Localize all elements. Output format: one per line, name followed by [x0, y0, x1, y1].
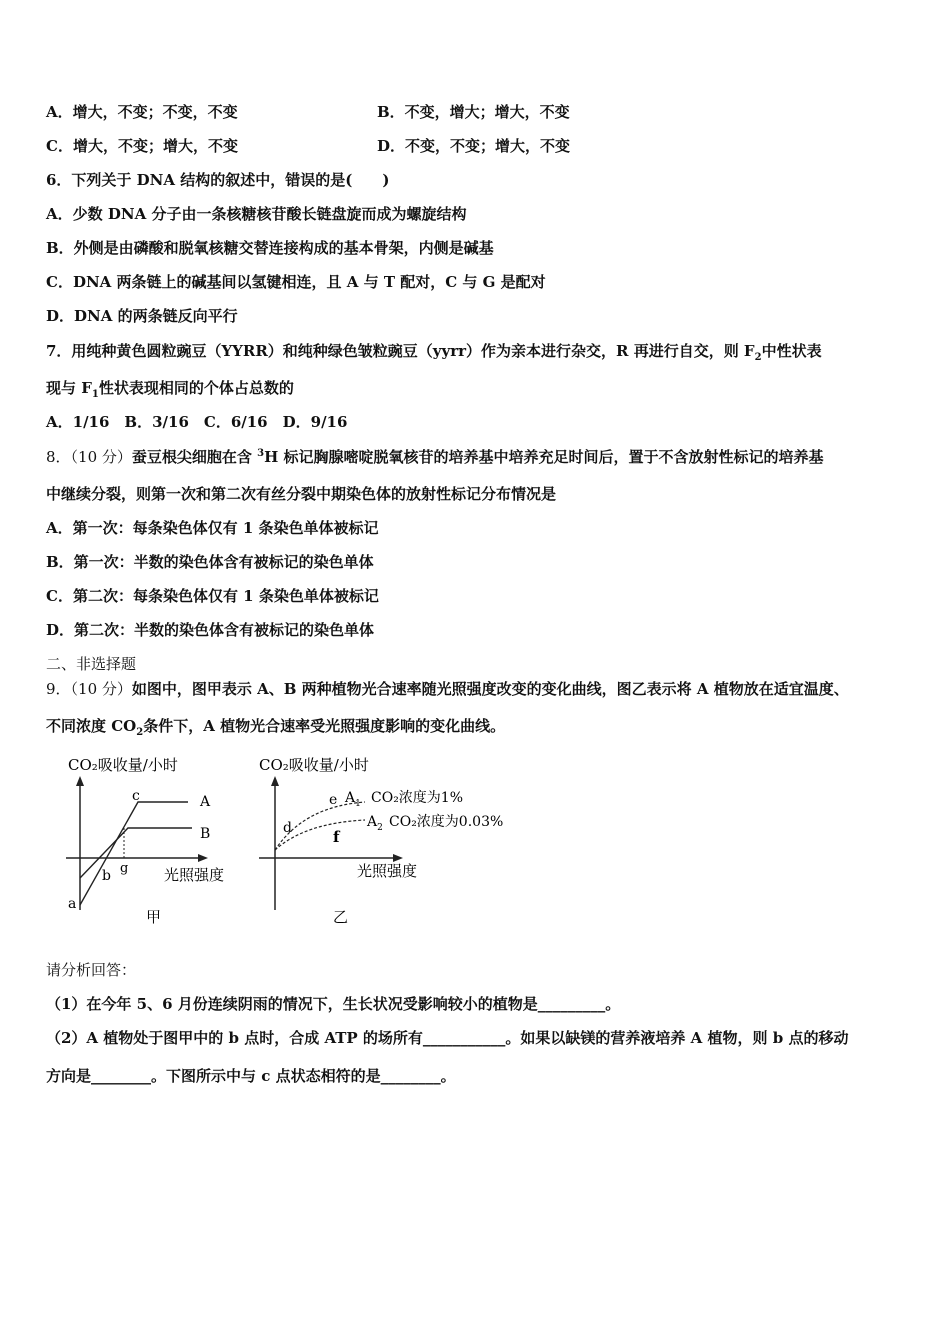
q9-stem-line1 [46, 679, 849, 699]
jia-curve-a [80, 802, 188, 905]
q8-stem-line1 [46, 447, 824, 467]
yi-label-a1 [344, 790, 361, 809]
yi-point-d: d [283, 820, 292, 836]
yi-label-a2-letter: A [367, 814, 378, 830]
q8-number: 8． [46, 448, 71, 466]
jia-label-b: B [200, 826, 211, 842]
q7-stem-sub2: 1 [91, 389, 99, 400]
yi-label-a1-sub: 1 [355, 799, 361, 809]
jia-point-g: g [120, 861, 129, 876]
yi-label-a2-sub: 2 [377, 823, 383, 833]
q8-stem-line2: 中继续分裂，则第一次和第二次有丝分裂中期染色体的放射性标记分布情况是 [46, 485, 557, 503]
jia-point-b: b [102, 868, 111, 884]
jia-caption: 甲 [146, 908, 162, 926]
q9-stem-line2-a: 不同浓度 CO [46, 717, 137, 735]
yi-point-e: e [329, 792, 338, 808]
q7-stem-sub1: 2 [754, 352, 762, 363]
q6-option-a: A．少数 DNA 分子由一条核糖核苷酸长链盘旋而成为螺旋结构 [46, 205, 467, 223]
jia-point-c: c [132, 788, 140, 804]
q8-option-a: A．第一次：每条染色体仅有 1 条染色单体被标记 [46, 519, 379, 537]
yi-y-arrow [271, 776, 279, 786]
q6-option-c: C．DNA 两条链上的碱基间以氢键相连，且 A 与 T 配对，C 与 G 是配对 [46, 273, 546, 291]
q7-options: A．1/16 B．3/16 C．6/16 D．9/16 [46, 413, 348, 431]
q5-option-d: D．不变，不变；增大，不变 [377, 137, 571, 155]
q8-option-b: B．第一次：半数的染色体含有被标记的染色单体 [46, 553, 374, 571]
q7-stem-part2: 中性状表 [761, 342, 822, 360]
q8-score: （10 分） [70, 448, 132, 466]
q9-stem-sub: 2 [136, 727, 144, 738]
yi-caption: 乙 [333, 908, 349, 926]
yi-point-f: f [333, 828, 340, 846]
jia-x-arrow [198, 854, 208, 862]
q7-stem-part1: 7．用纯种黄色圆粒豌豆（YYRR）和纯种绿色皱粒豌豆（yyrr）作为亲本进行杂交，R 再进行自交，则 F [46, 342, 755, 360]
q6-stem: 6．下列关于 DNA 结构的叙述中，错误的是( ) [46, 171, 390, 189]
yi-x-label: 光照强度 [357, 862, 418, 880]
yi-x-arrow [393, 854, 403, 862]
jia-x-label: 光照强度 [164, 866, 225, 884]
q9-stem-part1: 如图中，图甲表示 A、B 两种植物光合速率随光照强度改变的变化曲线，图乙表示将 A 植物放在适宜温度、 [131, 680, 849, 698]
jia-y-arrow [76, 776, 84, 786]
yi-label-a1-letter: A [345, 790, 356, 806]
section-heading: 二、非选择题 [46, 655, 137, 673]
q7-stem-line1 [46, 341, 822, 361]
q7-stem-line2-b: 性状表现相同的个体占总数的 [98, 379, 294, 397]
q9-subquestion-2-line2: 方向是________。下图所示中与 c 点状态相符的是________。 [46, 1067, 456, 1085]
q6-option-d: D．DNA 的两条链反向平行 [46, 307, 238, 325]
q7-stem-line2-a: 现与 F [46, 379, 92, 397]
q8-option-c: C．第二次：每条染色体仅有 1 条染色单体被标记 [46, 587, 379, 605]
q9-subquestion-2-line1: （2）A 植物处于图甲中的 b 点时，合成 ATP 的场所有___________。如果以缺镁的营养液培养 A 植物，则 b 点的移动 [46, 1029, 849, 1047]
q9-number: 9． [46, 680, 71, 698]
q8-stem-sup: 3 [257, 448, 265, 459]
q9-prompt: 请分析回答： [46, 961, 137, 979]
q7-stem-line2 [46, 378, 294, 398]
q8-option-d: D．第二次：半数的染色体含有被标记的染色单体 [46, 621, 375, 639]
q9-subquestion-1: （1）在今年 5、6 月份连续阴雨的情况下，生长状况受影响较小的植物是_________。 [46, 995, 621, 1013]
q8-stem-part2: H 标记胸腺嘧啶脱氧核苷的培养基中培养充足时间后，置于不含放射性标记的培养基 [264, 448, 824, 466]
figure-jia [60, 750, 250, 935]
q6-option-b: B．外侧是由磷酸和脱氧核糖交替连接构成的基本骨架，内侧是碱基 [46, 239, 494, 257]
q9-score: （10 分） [70, 680, 132, 698]
jia-y-label: CO₂吸收量/小时 [68, 756, 178, 774]
q5-option-c: C．增大，不变；增大，不变 [46, 137, 238, 155]
q9-stem-line2-b: 条件下，A 植物光合速率受光照强度影响的变化曲线。 [143, 717, 506, 735]
yi-label-a2 [366, 814, 383, 833]
yi-y-label: CO₂吸收量/小时 [259, 756, 369, 774]
q5-option-b: B．不变，增大；增大，不变 [377, 103, 570, 121]
yi-label-a2-text: CO₂浓度为0.03% [389, 814, 504, 830]
jia-point-a: a [68, 896, 77, 912]
q8-stem-part1: 蚕豆根尖细胞在含 [131, 448, 258, 466]
q5-option-a: A．增大，不变；不变，不变 [46, 103, 238, 121]
q9-stem-line2 [46, 716, 505, 736]
figure-yi [255, 750, 545, 935]
yi-label-a1-text: CO₂浓度为1% [371, 790, 464, 806]
jia-label-a: A [200, 794, 211, 810]
